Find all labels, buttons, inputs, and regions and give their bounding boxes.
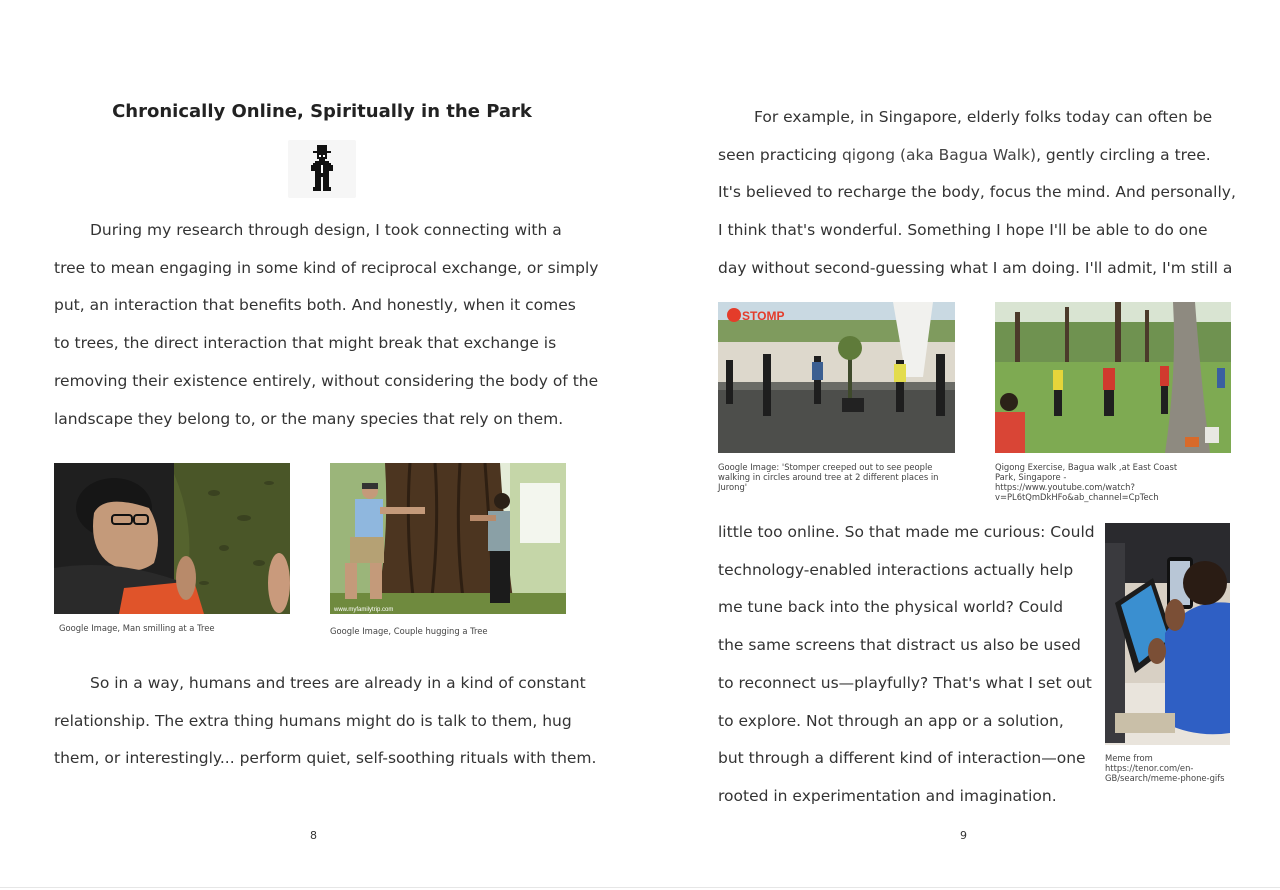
photo-watermark: www.myfamilytrip.com	[334, 607, 394, 613]
text-line: I think that's wonderful. Something I hope I'll be able to do one	[718, 221, 1208, 240]
photo-caption: Google Image, Couple hugging a Tree	[330, 626, 488, 636]
text-line: little too online. So that made me curious: Could	[718, 523, 1095, 541]
chapter-title: Chronically Online, Spiritually in the Park	[112, 101, 532, 122]
text-line: landscape they belong to, or the many species that rely on them.	[54, 409, 564, 428]
text-line: but through a different kind of interaction—one	[718, 749, 1086, 768]
left-page	[0, 0, 640, 888]
text-line: technology-enabled interactions actually help	[718, 560, 1074, 579]
text-line: the same screens that distract us also be used	[718, 636, 1081, 655]
left-paragraph-1	[54, 212, 598, 438]
left-paragraph-2	[54, 665, 596, 778]
text-line: me tune back into the physical world? Could	[718, 598, 1064, 617]
text-line: to explore. Not through an app or a solution,	[718, 711, 1064, 730]
photo-caption: Qigong Exercise, Bagua walk ,at East Coast Park, Singapore - https://www.youtube.com/watch?v=PL6tQmDkHFo&ab_channel=CpTech	[995, 462, 1178, 502]
text-line: them, or interestingly... perform quiet, self-soothing rituals with them.	[54, 749, 597, 768]
right-page	[640, 0, 1280, 888]
text-fragment: seen practicing	[718, 145, 842, 164]
page-number: 8	[310, 829, 317, 842]
text-line: rooted in experimentation and imagination.	[718, 786, 1057, 805]
page-number: 9	[960, 829, 967, 842]
text-line: relationship. The extra thing humans might do is talk to them, hug	[54, 711, 572, 730]
text-line: removing their existence entirely, without considering the body of the	[54, 371, 599, 390]
photo-child-with-tablet	[1105, 523, 1230, 745]
text-line: to reconnect us—playfully? That's what I set out	[718, 673, 1092, 692]
pixel-person-icon	[288, 140, 356, 198]
text-fragment: , gently circling a tree.	[1036, 145, 1211, 164]
photo-qigong-east-coast-park	[995, 302, 1231, 453]
text-line: It's believed to recharge the body, focus the mind. And personally,	[718, 183, 1236, 202]
text-line	[718, 137, 1236, 175]
photo-caption: Meme from https://tenor.com/en-GB/search/meme-phone-gifs	[1105, 753, 1225, 783]
text-line: tree to mean engaging in some kind of reciprocal exchange, or simply	[54, 258, 599, 277]
right-paragraph-2	[718, 514, 1095, 816]
photo-caption: Google Image: 'Stomper creeped out to see people walking in circles around tree at 2 different places in Jurong'	[718, 462, 939, 492]
text-line: put, an interaction that benefits both. And honestly, when it comes	[54, 296, 576, 315]
text-line: to trees, the direct interaction that might break that exchange is	[54, 334, 557, 353]
photo-couple-hugging-tree	[330, 463, 566, 614]
text-line: During my research through design, I took connecting with a	[90, 221, 562, 239]
bottom-divider	[0, 887, 1280, 888]
qigong-term: qigong (aka Bagua Walk)	[841, 145, 1037, 164]
photo-man-smiling-at-tree	[54, 463, 290, 614]
text-line: So in a way, humans and trees are already in a kind of constant	[90, 674, 586, 692]
photo-walking-around-tree	[718, 302, 955, 453]
right-paragraph-1	[718, 99, 1236, 288]
text-line: For example, in Singapore, elderly folks today can often be	[754, 108, 1213, 126]
photo-caption: Google Image, Man smilling at a Tree	[59, 623, 215, 633]
stomp-logo: STOMP	[742, 309, 785, 323]
text-line: day without second-guessing what I am doing. I'll admit, I'm still a	[718, 258, 1233, 277]
